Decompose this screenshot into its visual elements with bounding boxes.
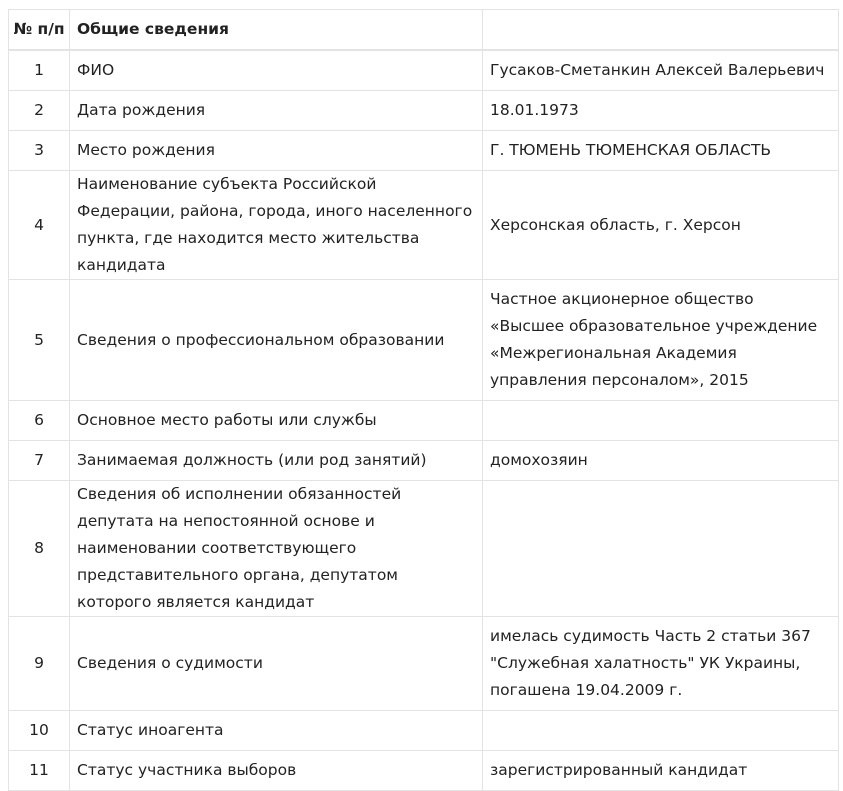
row-value: Гусаков-Сметанкин Алексей Валерьевич xyxy=(483,50,839,91)
row-label: Статус иноагента xyxy=(70,711,483,751)
table-row xyxy=(9,441,839,481)
row-label: Основное место работы или службы xyxy=(70,401,483,441)
row-label: Наименование субъекта Российской Федерации, района, города, иного населенного пункта, где находится место жительства кандидата xyxy=(70,171,483,280)
row-number: 4 xyxy=(9,171,70,280)
header-value xyxy=(483,10,839,51)
row-number: 11 xyxy=(9,751,70,791)
row-label: Место рождения xyxy=(70,131,483,171)
row-label: Статус участника выборов xyxy=(70,751,483,791)
table-row xyxy=(9,751,839,791)
table-row xyxy=(9,91,839,131)
table-row xyxy=(9,131,839,171)
row-value: зарегистрированный кандидат xyxy=(483,751,839,791)
row-label: Сведения о судимости xyxy=(70,617,483,711)
table-header-row xyxy=(9,10,839,51)
table-row xyxy=(9,481,839,617)
row-value: 18.01.1973 xyxy=(483,91,839,131)
row-number: 8 xyxy=(9,481,70,617)
row-number: 2 xyxy=(9,91,70,131)
row-label: Дата рождения xyxy=(70,91,483,131)
header-number: № п/п xyxy=(9,10,70,51)
row-value: домохозяин xyxy=(483,441,839,481)
row-value: имелась судимость Часть 2 статьи 367 "Служебная халатность" УК Украины, погашена 19.04.2009 г. xyxy=(483,617,839,711)
row-value: Частное акционерное общество «Высшее образовательное учреждение «Межрегиональная Академия управления персоналом», 2015 xyxy=(483,280,839,401)
row-number: 6 xyxy=(9,401,70,441)
row-value xyxy=(483,711,839,751)
row-label: Сведения об исполнении обязанностей депутата на непостоянной основе и наименовании соответствующего представительного органа, депутатом которого является кандидат xyxy=(70,481,483,617)
row-number: 5 xyxy=(9,280,70,401)
row-value xyxy=(483,481,839,617)
table-row xyxy=(9,50,839,91)
table-row xyxy=(9,617,839,711)
row-value xyxy=(483,401,839,441)
row-number: 3 xyxy=(9,131,70,171)
table-row xyxy=(9,711,839,751)
row-number: 7 xyxy=(9,441,70,481)
row-value: Г. ТЮМЕНЬ ТЮМЕНСКАЯ ОБЛАСТЬ xyxy=(483,131,839,171)
table-row xyxy=(9,171,839,280)
row-label: ФИО xyxy=(70,50,483,91)
row-label: Сведения о профессиональном образовании xyxy=(70,280,483,401)
row-value: Херсонская область, г. Херсон xyxy=(483,171,839,280)
table-row xyxy=(9,401,839,441)
header-general-info: Общие сведения xyxy=(70,10,483,51)
table-row xyxy=(9,280,839,401)
row-number: 1 xyxy=(9,50,70,91)
row-number: 9 xyxy=(9,617,70,711)
row-number: 10 xyxy=(9,711,70,751)
candidate-info-table xyxy=(8,9,839,791)
row-label: Занимаемая должность (или род занятий) xyxy=(70,441,483,481)
